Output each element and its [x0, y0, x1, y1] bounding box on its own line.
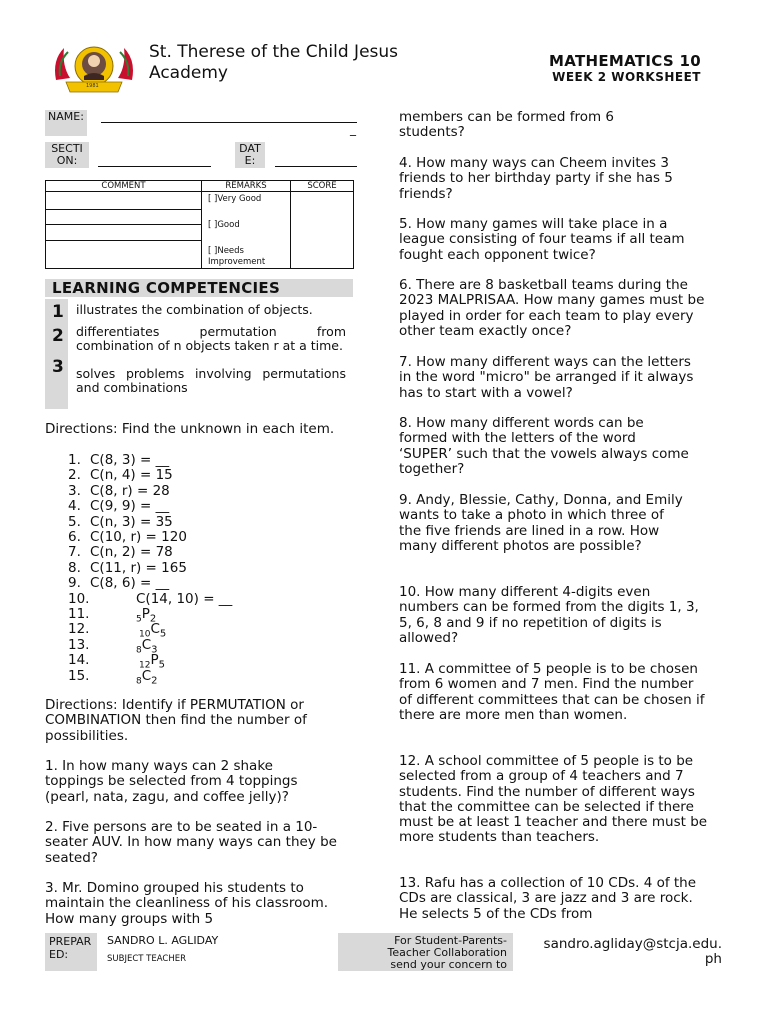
question-1: 1. In how many ways can 2 shake toppings be selected from 4 toppings (pearl, nata, zagu, and coffee jelly)?	[45, 758, 298, 805]
school-name: St. Therese of the Child Jesus Academy	[149, 42, 399, 83]
competency-text: differentiates permutation from combination of n objects taken r at a time.	[76, 324, 346, 353]
notation-letter: C	[141, 636, 152, 653]
section-field[interactable]	[98, 152, 211, 167]
item-number: 8.	[68, 559, 81, 576]
score-header: SCORE	[291, 181, 354, 192]
collaboration-note	[338, 933, 513, 971]
item-expression: C(8, 6) = __	[90, 575, 170, 592]
notation-r: 2	[151, 675, 158, 687]
competency-number: 1	[52, 302, 64, 322]
item-expression: C(n, 2) = 78	[90, 544, 173, 561]
item-expression: C(11, r) = 165	[90, 559, 187, 576]
email-line-1: sandro.agliday@stcja.edu.	[543, 936, 722, 952]
teacher-email[interactable]	[518, 937, 722, 967]
item-number: 4.	[68, 498, 81, 515]
question-3-cont: members can be formed from 6 students?	[399, 109, 615, 141]
collab-line-2: Teacher Collaboration	[387, 946, 507, 959]
score-cell[interactable]	[291, 192, 354, 269]
notation-letter: C	[150, 621, 160, 638]
notation-r: 3	[151, 644, 158, 656]
competency-number: 3	[52, 357, 64, 377]
date-field[interactable]	[275, 152, 357, 167]
part2-directions: Directions: Identify if PERMUTATION or COMBINATION then find the number of possibilities.	[45, 697, 307, 744]
collab-line-1: For Student-Parents-	[394, 934, 507, 947]
comment-cell[interactable]	[46, 240, 202, 268]
item-number: 2.	[68, 467, 81, 484]
notation-r: 5	[158, 659, 165, 671]
part1-directions: Directions: Find the unknown in each item.	[45, 421, 335, 437]
question-9: 9. Andy, Blessie, Cathy, Donna, and Emily wants to take a photo in which three of the five friends are lined in a row. How many different photos are possible?	[399, 492, 683, 554]
teacher-name: SANDRO L. AGLIDAY	[107, 934, 219, 947]
name-field[interactable]	[101, 108, 357, 123]
question-2: 2. Five persons are to be seated in a 10-seater AUV. In how many ways can they be seated?	[45, 819, 337, 866]
notation-letter: P	[150, 652, 159, 669]
item-expression: C(8, r) = 28	[90, 482, 170, 499]
question-7: 7. How many different ways can the letters in the word "micro" be arranged if it always has to start with a vowel?	[399, 354, 694, 401]
notation-n: 10	[139, 630, 151, 641]
section-label: SECTION:	[45, 142, 89, 168]
notation-r: 5	[159, 629, 167, 641]
question-5: 5. How many games will take place in a league consisting of four teams if all team fought each opponent twice?	[399, 216, 685, 263]
notation-n: 5	[136, 614, 142, 625]
competency-text: solves problems involving permutations and combinations	[76, 366, 346, 395]
item-number: 12.	[68, 621, 90, 638]
email-line-2: ph	[704, 951, 722, 967]
item-number: 3.	[68, 482, 81, 499]
week-title: WEEK 2 WORKSHEET	[552, 70, 701, 84]
date-label: DATE:	[235, 142, 265, 168]
competency-number: 2	[52, 326, 64, 346]
notation-n: 12	[139, 660, 151, 671]
notation-letter: C	[141, 667, 152, 684]
collab-line-3: send your concern to	[390, 958, 507, 971]
remark-needs-improvement[interactable]: [ ]Needs Improvement	[208, 246, 266, 267]
item-number: 11.	[68, 606, 90, 622]
question-8: 8. How many different words can be formed with the letters of the word ‘SUPER’ such that the vowels always come together?	[399, 415, 689, 477]
name-field-trailing: _	[350, 122, 356, 136]
item-number: 15.	[68, 667, 90, 684]
item-number: 13.	[68, 636, 90, 653]
remark-good[interactable]: [ ]Good	[208, 220, 240, 230]
item-expression: C(n, 3) = 35	[90, 513, 173, 530]
name-label: NAME:	[45, 110, 87, 136]
comment-header: COMMENT	[46, 181, 202, 192]
item-number: 10.	[68, 590, 90, 607]
comment-cell[interactable]	[46, 209, 202, 225]
question-4: 4. How many ways can Cheem invites 3 friends to her birthday party if she has 5 friends?	[399, 155, 673, 202]
question-10: 10. How many different 4-digits even numbers can be formed from the digits 1, 3, 5, 6, 8 and 9 if no repetition of digits is allowed?	[399, 584, 699, 646]
question-13: 13. Rafu has a collection of 10 CDs. 4 of the CDs are classical, 3 are jazz and 3 are rock. He selects 5 of the CDs from	[399, 875, 697, 922]
notation-n: 8	[136, 676, 142, 687]
question-12: 12. A school committee of 5 people is to be selected from a group of 4 teachers and 7 students. Find the number of different ways that the committee can be selected if there must be at least 1 teacher and there must be more students than teachers.	[399, 753, 708, 846]
remarks-header: REMARKS	[202, 181, 291, 192]
notation-n: 8	[136, 645, 142, 656]
comment-cell[interactable]	[46, 225, 202, 241]
item-expression: C(8, 3) = __	[90, 452, 170, 468]
school-logo	[52, 40, 136, 98]
item-number: 1.	[68, 452, 81, 468]
question-3: 3. Mr. Domino grouped his students to maintain the cleanliness of his classroom. How many groups with 5	[45, 880, 329, 927]
competency-text: illustrates the combination of objects.	[76, 302, 313, 317]
logo-year: 1981	[86, 83, 99, 89]
item-expression: C(14, 10) = __	[136, 590, 233, 607]
remark-very-good[interactable]: [ ]Very Good	[208, 194, 262, 204]
comment-cell[interactable]	[46, 192, 202, 210]
item-expression: C(n, 4) = 15	[90, 467, 173, 484]
remarks-table	[45, 180, 354, 269]
prepared-label: PREPARED:	[45, 933, 97, 971]
item-number: 5.	[68, 513, 81, 530]
teacher-role: SUBJECT TEACHER	[107, 954, 186, 964]
subject-title: MATHEMATICS 10	[549, 52, 701, 70]
item-expression: C(9, 9) = __	[90, 498, 170, 515]
competencies-title: LEARNING COMPETENCIES	[45, 279, 353, 297]
notation-letter: P	[141, 606, 150, 622]
question-6: 6. There are 8 basketball teams during the 2023 MALPRISAA. How many games must be played in order for each team to play every other team exactly once?	[399, 277, 705, 339]
item-notation	[136, 669, 158, 690]
notation-r: 2	[149, 613, 157, 625]
question-11: 11. A committee of 5 people is to be chosen from 6 women and 7 men. Find the number of different committees that can be chosen if there are more men than women.	[399, 661, 705, 723]
item-number: 6.	[68, 529, 81, 545]
item-number: 9.	[68, 575, 81, 592]
item-expression: C(10, r) = 120	[90, 529, 187, 545]
item-number: 14.	[68, 652, 90, 669]
item-number: 7.	[68, 544, 81, 561]
